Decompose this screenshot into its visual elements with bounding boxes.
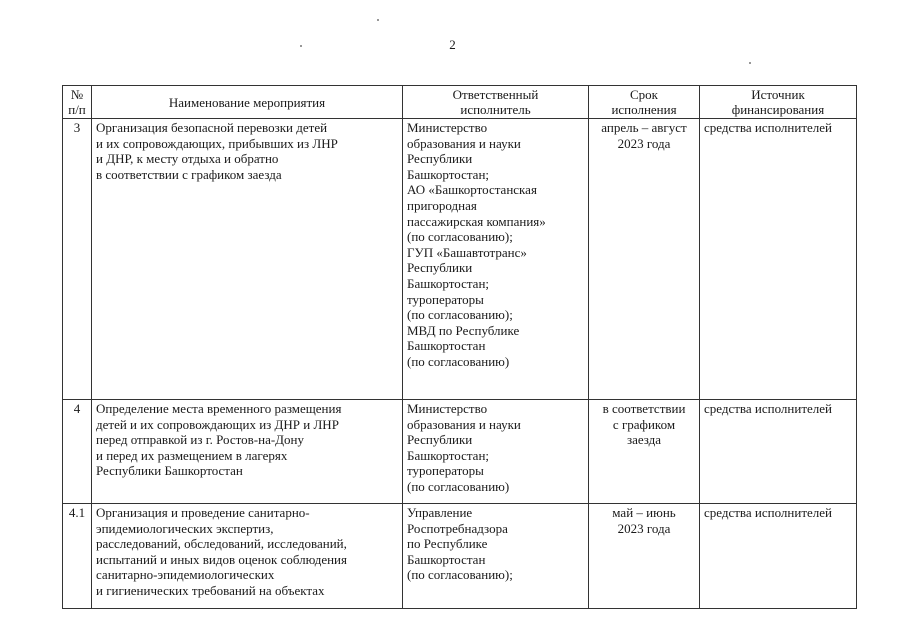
- event-name: [92, 504, 403, 609]
- events-table: [62, 85, 857, 609]
- term-line: в соответствии: [602, 401, 686, 416]
- event-name: [92, 400, 403, 504]
- header-term: [589, 86, 700, 119]
- event-name-line: Организация безопасной перевозки детей: [96, 120, 328, 135]
- header-num-line: п/п: [68, 102, 86, 117]
- term-line: с графиком: [612, 416, 676, 432]
- executor-line: Республики: [407, 260, 473, 276]
- table-row: [63, 400, 857, 504]
- event-name-line: и гигиенических требований на объектах: [96, 582, 325, 598]
- header-source-line: финансирования: [731, 102, 825, 117]
- event-name-line: Республики Башкортостан: [96, 463, 243, 479]
- executor-line: (по согласованию);: [407, 567, 513, 583]
- term-line: 2023 года: [617, 135, 671, 151]
- executor-line: Башкортостан: [407, 338, 486, 354]
- executor-line: Республики: [407, 151, 473, 167]
- header-name: [92, 86, 403, 119]
- executor-line: Башкортостан;: [407, 275, 490, 291]
- header-term-line: исполнения: [611, 102, 677, 117]
- event-name-line: санитарно-эпидемиологических: [96, 567, 275, 583]
- executor-line: Башкортостан: [407, 551, 486, 567]
- executor-line: туроператоры: [407, 291, 484, 307]
- funding-source-line: средства исполнителей: [704, 505, 833, 520]
- executor-line: МВД по Республике: [407, 322, 520, 338]
- executor-line: (по согласованию);: [407, 229, 513, 245]
- header-term-line: Срок: [630, 87, 658, 102]
- header-executor-line: Ответственный: [452, 87, 539, 102]
- executor-line: ГУП «Башавтотранс»: [407, 244, 527, 260]
- event-name-line: в соответствии с графиком заезда: [96, 166, 282, 182]
- event-name-line: перед отправкой из г. Ростов-на-Дону: [96, 432, 304, 448]
- term-line: май – июнь: [612, 505, 676, 520]
- event-name-line: расследований, обследований, исследований,: [96, 536, 347, 552]
- term-line: заезда: [626, 432, 662, 448]
- event-name-line: и перед их размещением в лагерях: [96, 447, 288, 463]
- term: [589, 119, 700, 400]
- event-name-line: Организация и проведение санитарно-: [96, 505, 310, 520]
- header-source: [700, 86, 857, 119]
- header-num-line: №: [70, 87, 84, 102]
- executor-line: туроператоры: [407, 463, 484, 479]
- executor-line: Башкортостан;: [407, 166, 490, 182]
- funding-source: [700, 119, 857, 400]
- row-number: 3: [63, 119, 92, 400]
- scan-speck: [749, 62, 751, 64]
- executor: [403, 504, 589, 609]
- scan-speck: [377, 19, 379, 21]
- event-name-line: эпидемиологических экспертиз,: [96, 520, 274, 536]
- event-name-line: Определение места временного размещения: [96, 401, 342, 416]
- row-number: 4: [63, 400, 92, 504]
- event-name-line: детей и их сопровождающих из ДНР и ЛНР: [96, 416, 339, 432]
- funding-source: [700, 504, 857, 609]
- row-number: 4.1: [63, 504, 92, 609]
- executor-line: (по согласованию);: [407, 307, 513, 323]
- executor-line: Управление: [407, 505, 473, 520]
- executor-line: Башкортостан;: [407, 447, 490, 463]
- executor-line: образования и науки: [407, 416, 521, 432]
- executor-line: Республики: [407, 432, 473, 448]
- executor-line: пассажирская компания»: [407, 213, 546, 229]
- header-source-line: Источник: [751, 87, 805, 102]
- executor-line: Роспотребнадзора: [407, 520, 508, 536]
- executor-line: Министерство: [407, 401, 488, 416]
- executor-line: (по согласованию): [407, 353, 510, 369]
- table-row: [63, 504, 857, 609]
- page-number: 2: [449, 37, 456, 52]
- executor-line: АО «Башкортостанская: [407, 182, 537, 198]
- event-name-line: испытаний и иных видов оценок соблюдения: [96, 551, 347, 567]
- funding-source: [700, 400, 857, 504]
- executor-line: (по согласованию): [407, 478, 510, 494]
- event-name-line: и ДНР, к месту отдыха и обратно: [96, 151, 279, 167]
- term-line: 2023 года: [617, 520, 671, 536]
- event-name-line: и их сопровождающих, прибывших из ЛНР: [96, 135, 338, 151]
- event-name: [92, 119, 403, 400]
- executor: [403, 400, 589, 504]
- executor-line: пригородная: [407, 197, 477, 213]
- term: [589, 504, 700, 609]
- funding-source-line: средства исполнителей: [704, 401, 833, 416]
- scan-speck: [300, 45, 302, 47]
- funding-source-line: средства исполнителей: [704, 120, 833, 135]
- table-row: [63, 119, 857, 400]
- executor-line: Министерство: [407, 120, 488, 135]
- term: [589, 400, 700, 504]
- executor-line: по Республике: [407, 536, 488, 552]
- header-executor: [403, 86, 589, 119]
- header-executor-line: исполнитель: [460, 102, 531, 117]
- header-name-line: Наименование мероприятия: [168, 94, 326, 110]
- executor-line: образования и науки: [407, 135, 521, 151]
- executor: [403, 119, 589, 400]
- header-num: [63, 86, 92, 119]
- term-line: апрель – август: [601, 120, 687, 135]
- table-header-row: [63, 86, 857, 119]
